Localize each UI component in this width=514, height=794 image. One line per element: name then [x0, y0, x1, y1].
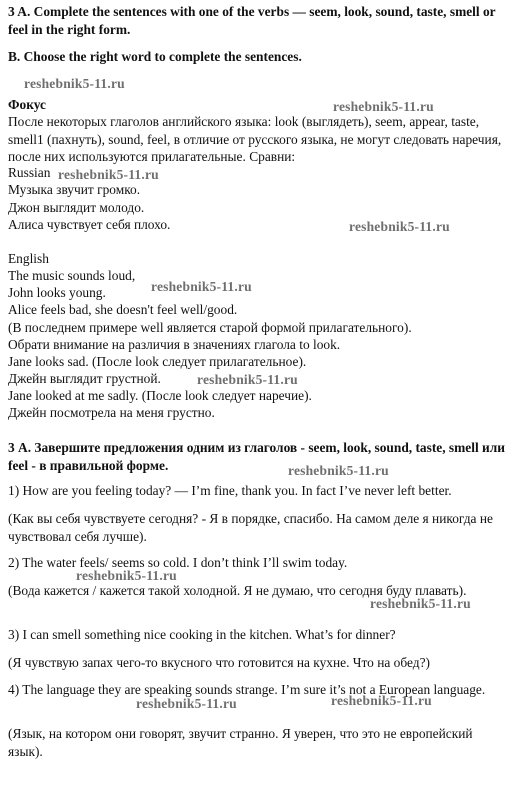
focus-intro: После некоторых глаголов английского языка: look (выглядеть), seem, appear, taste, smell1 (пахнуть), sound, feel, в отличие от русского языка, не могут следовать наречия, после них используются прилагательные. Сравни:	[8, 114, 502, 165]
english-example: Jane looks sad. (После look следует прилагательное).	[8, 354, 307, 369]
watermark-text: reshebnik5-11.ru	[151, 279, 252, 294]
english-example: Обрати внимание на различия в значениях глагола to look.	[8, 337, 341, 352]
russian-label: Russian	[8, 165, 51, 180]
english-example: (В последнем примере well является старой формой прилагательного).	[8, 320, 412, 335]
watermark-text: reshebnik5-11.ru	[76, 568, 177, 583]
english-example: Alice feels bad, she doesn't feel well/good.	[8, 302, 238, 317]
task-title: 3 А. Завершите предложения одним из глаголов - seem, look, sound, taste, smell или feel - в правильной форме.	[8, 440, 505, 473]
focus-title: Фокус	[8, 97, 46, 112]
answer-russian: (Я чувствую запах чего-то вкусного что готовится на кухне. Что на обед?)	[8, 655, 430, 670]
exercise-header-b: B. Choose the right word to complete the sentences.	[8, 49, 302, 64]
answer-russian: (Как вы себя чувствуете сегодня? - Я в порядке, спасибо. На самом деле я никогда не чувствовал себя лучше).	[8, 511, 493, 544]
watermark-text: reshebnik5-11.ru	[136, 696, 237, 711]
watermark-text: reshebnik5-11.ru	[370, 596, 471, 611]
answer-russian: (Язык, на котором они говорят, звучит странно. Я уверен, что это не европейский язык).	[8, 726, 473, 759]
watermark-text: reshebnik5-11.ru	[197, 372, 298, 387]
english-example: The music sounds loud,	[8, 268, 136, 283]
watermark-text: reshebnik5-11.ru	[333, 99, 434, 114]
answer-english: 1) How are you feeling today? — I’m fine, thank you. In fact I’ve never left better.	[8, 483, 452, 498]
answer-english: 4) The language they are speaking sounds strange. I’m sure it’s not a European language.	[8, 682, 486, 697]
watermark-text: reshebnik5-11.ru	[58, 167, 159, 182]
english-example: Jane looked at me sadly. (После look следует наречие).	[8, 388, 312, 403]
answer-english: 3) I can smell something nice cooking in the kitchen. What’s for dinner?	[8, 627, 396, 642]
answer-english: 2) The water feels/ seems so cold. I don’t think I’ll swim today.	[8, 555, 348, 570]
answer-russian: (Вода кажется / кажется такой холодной. Я не думаю, что сегодня буду плавать).	[8, 583, 467, 598]
russian-example: Алиса чувствует себя плохо.	[8, 217, 171, 232]
english-example: John looks young.	[8, 285, 106, 300]
english-example: Джейн посмотрела на меня грустно.	[8, 405, 215, 420]
watermark-text: reshebnik5-11.ru	[331, 693, 432, 708]
watermark-text: reshebnik5-11.ru	[288, 463, 389, 478]
english-label: English	[8, 251, 49, 266]
russian-example: Джон выглядит молодо.	[8, 200, 145, 215]
english-example: Джейн выглядит грустной.	[8, 371, 161, 386]
watermark-text: reshebnik5-11.ru	[349, 219, 450, 234]
russian-example: Музыка звучит громко.	[8, 182, 141, 197]
exercise-header-a: 3 A. Complete the sentences with one of the verbs — seem, look, sound, taste, smell or feel in the right form.	[8, 4, 496, 37]
watermark-text: reshebnik5-11.ru	[24, 76, 125, 91]
